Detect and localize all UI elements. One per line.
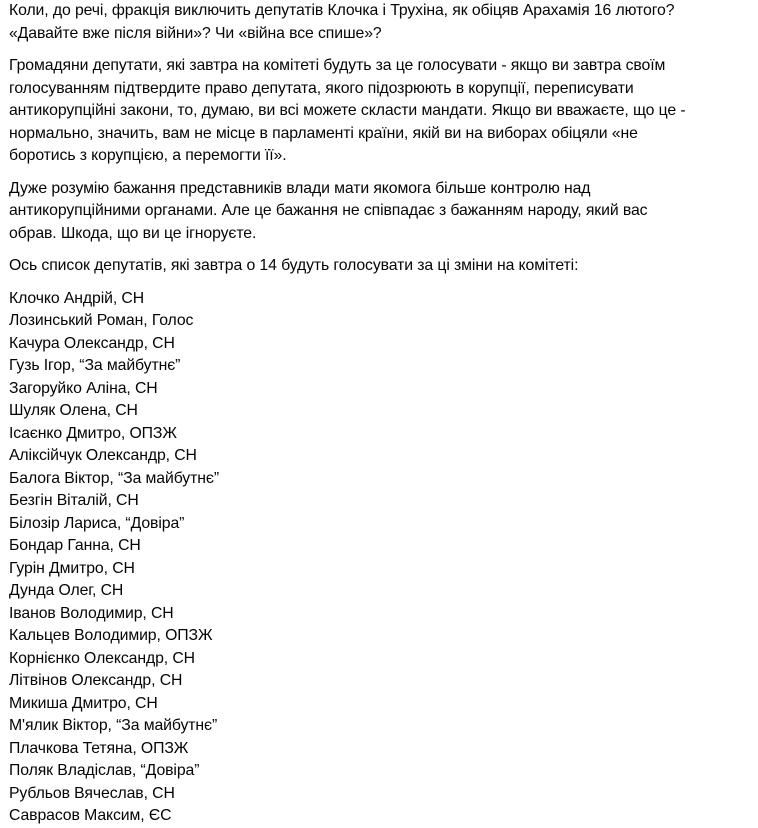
list-item: Корнієнко Олександр, СН <box>9 649 195 667</box>
list-item: Плачкова Тетяна, ОПЗЖ <box>9 739 189 757</box>
post-text-line: Громадяни депутати, які завтра на комітеті будуть за це голосувати - якщо ви завтра своїм <box>9 57 666 74</box>
post-paragraph-1 <box>9 0 755 45</box>
list-item: Літвінов Олександр, СН <box>9 672 183 689</box>
list-item: Лозинський Роман, Голос <box>9 312 194 329</box>
deputies-list <box>9 288 755 828</box>
list-item: Балога Віктор, “За майбутнє” <box>9 469 219 487</box>
post-text-line: голосуванням підтвердите право депутата, якого підозрюють в корупції, переписувати <box>9 79 634 97</box>
list-item: Поляк Владіслав, “Довіра” <box>9 762 200 779</box>
list-item: Микиша Дмитро, СН <box>9 694 158 712</box>
post-text-line: боротись з корупцією, а перемогти її». <box>9 147 287 164</box>
list-item: Рубльов Вячеслав, СН <box>9 784 175 802</box>
list-item: Саврасов Максим, ЄС <box>9 807 172 824</box>
post-text-line: Дуже розумію бажання представників влади мати якомога більше контролю над <box>9 179 591 197</box>
post-text-line: Коли, до речі, фракція виключить депутатів Клочка і Трухіна, як обіцяв Арахамія 16 лютого? <box>9 2 675 19</box>
post-body <box>9 0 755 828</box>
list-intro: Ось список депутатів, які завтра о 14 будуть голосувати за ці зміни на комітеті: <box>9 257 579 274</box>
list-item: Бондар Ганна, СН <box>9 537 141 554</box>
list-item: Аліксійчук Олександр, СН <box>9 447 197 464</box>
list-item: Безгін Віталій, СН <box>9 492 139 509</box>
list-item: Загоруйко Аліна, СН <box>9 379 158 397</box>
list-item: Ісаєнко Дмитро, ОПЗЖ <box>9 424 177 442</box>
post-text-line: антикорупційними органами. Але це бажання не співпадає з бажанням народу, який вас <box>9 202 648 219</box>
list-item: Білозір Лариса, “Довіра” <box>9 514 185 532</box>
list-item: М'ялик Віктор, “За майбутнє” <box>9 717 218 734</box>
list-item: Клочко Андрій, СН <box>9 289 145 307</box>
list-item: Гузь Ігор, “За майбутнє” <box>9 357 181 374</box>
list-item: Шуляк Олена, СН <box>9 402 138 419</box>
list-item: Гурін Дмитро, СН <box>9 559 135 577</box>
list-item: Дунда Олег, СН <box>9 582 124 599</box>
post-paragraph-4 <box>9 255 755 278</box>
list-item: Іванов Володимир, СН <box>9 604 174 622</box>
post-text-line: обрав. Шкода, що ви це ігноруєте. <box>9 224 257 242</box>
post-paragraph-2 <box>9 55 755 168</box>
post-text-line: «Давайте вже після війни»? Чи «війна все спише»? <box>9 24 382 42</box>
list-item: Качура Олександр, СН <box>9 334 175 352</box>
post-paragraph-3 <box>9 178 755 246</box>
post-text-line: нормально, значить, вам не місце в парламенті країни, якій ви на виборах обіцяли «не <box>9 124 638 142</box>
post-text-line: антикорупційні закони, то, думаю, ви всі можете скласти мандати. Якщо ви вважаєте, що це - <box>9 102 686 119</box>
list-item: Кальцев Володимир, ОПЗЖ <box>9 627 213 644</box>
